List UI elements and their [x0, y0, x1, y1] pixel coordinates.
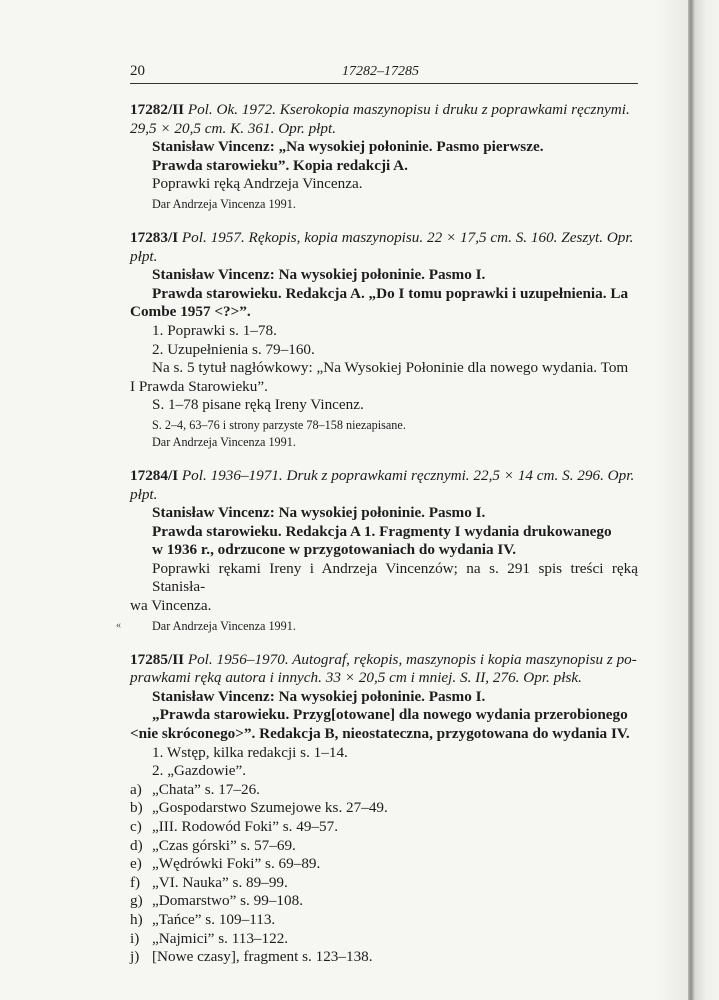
entry-note: Dar Andrzeja Vincenza 1991. — [152, 196, 296, 211]
catalog-entry — [130, 101, 638, 213]
list-letter: i) — [130, 929, 140, 947]
list-item — [130, 855, 638, 874]
list-item — [130, 948, 638, 967]
entry-id: 17282/II — [130, 101, 185, 118]
list-text: „Czas górski” s. 57–69. — [152, 836, 296, 854]
entry-body-line: wa Vincenza. — [130, 597, 212, 615]
gutter-shadow — [655, 0, 688, 1000]
entry-title-line: Stanisław Vincenz: Na wysokiej połoninie. Pasmo I. — [152, 266, 486, 284]
entry-desc-line: płpt. — [130, 485, 158, 503]
list-text: „VI. Nauka” s. 89–99. — [152, 873, 288, 891]
entry-description — [130, 467, 638, 486]
list-text: „III. Rodowód Foki” s. 49–57. — [152, 818, 339, 835]
entry-desc-line: 29,5 × 20,5 cm. K. 361. Opr. płpt. — [130, 119, 337, 137]
contents-list — [130, 781, 638, 967]
catalog-entry — [130, 651, 638, 967]
list-letter: g) — [130, 892, 143, 910]
entry-body-line: 1. Wstęp, kilka redakcji s. 1–14. — [152, 743, 348, 761]
entry-body-line: I Prawda Starowieku”. — [130, 377, 268, 395]
entry-desc-line: Pol. 1957. Rękopis, kopia maszynopisu. 22 × 17,5 cm. S. 160. Zeszyt. Opr. — [181, 228, 634, 246]
list-item — [130, 911, 638, 930]
list-text: „Gospodarstwo Szumejowe ks. 27–49. — [152, 799, 388, 817]
entry-desc-line: Pol. Ok. 1972. Kserokopia maszynopisu i druku z poprawkami ręcznymi. — [187, 101, 630, 118]
list-letter: h) — [130, 910, 143, 928]
list-text: „Wędrówki Foki” s. 69–89. — [152, 855, 321, 873]
list-letter: f) — [130, 873, 141, 891]
entry-desc-line: płpt. — [130, 247, 158, 265]
entry-body-line: Na s. 5 tytuł nagłówkowy: „Na Wysokiej Połoninie dla nowego wydania. Tom — [152, 359, 629, 377]
list-letter: c) — [130, 818, 142, 835]
page-number: 20 — [130, 63, 145, 79]
entry-id: 17285/II — [130, 650, 185, 668]
catalog-entry — [130, 229, 638, 451]
entry-note: Dar Andrzeja Vincenza 1991. — [152, 618, 296, 633]
list-letter: e) — [130, 855, 142, 873]
entry-body-line: 2. Uzupełnienia s. 79–160. — [152, 340, 315, 358]
list-text: [Nowe czasy], fragment s. 123–138. — [152, 948, 373, 966]
list-item — [130, 781, 638, 800]
list-item — [130, 930, 638, 949]
catalog-content — [130, 101, 638, 983]
entry-note: S. 2–4, 63–76 i strony parzyste 78–158 niezapisane. — [152, 417, 406, 432]
entry-id: 17284/I — [130, 466, 179, 484]
list-letter: d) — [130, 836, 143, 854]
page-edge — [688, 0, 719, 1000]
entry-title-line: Stanisław Vincenz: „Na wysokiej połoninie. Pasmo pierwsze. — [152, 138, 544, 156]
stray-mark: « — [116, 620, 121, 631]
entry-body-line: 1. Poprawki s. 1–78. — [152, 321, 277, 339]
list-item — [130, 892, 638, 911]
list-letter: j) — [130, 948, 140, 966]
page-header — [130, 62, 638, 84]
entry-title-line: Prawda starowieku”. Kopia redakcji A. — [152, 156, 408, 174]
entry-body-line: 2. „Gazdowie”. — [152, 762, 247, 780]
entry-title-line: Stanisław Vincenz: Na wysokiej połoninie. Pasmo I. — [152, 687, 486, 705]
entry-body-line: Poprawki rękami Ireny i Andrzeja Vincenzów; na s. 291 spis treści ręką Stanisła- — [152, 559, 638, 596]
list-text: „Domarstwo” s. 99–108. — [152, 892, 304, 910]
entry-description — [130, 229, 638, 248]
entry-description — [130, 101, 638, 120]
entry-description — [130, 651, 638, 670]
list-text: „Tańce” s. 109–113. — [152, 910, 276, 928]
running-head: 17282–17285 — [342, 64, 419, 79]
entry-desc-line: Pol. 1936–1971. Druk z poprawkami ręcznymi. 22,5 × 14 cm. S. 296. Opr. — [181, 466, 635, 484]
list-item — [130, 818, 638, 837]
list-letter: b) — [130, 799, 143, 817]
entry-desc-line: prawkami ręką autora i innych. 33 × 20,5 cm i mniej. S. II, 276. Opr. płsk. — [130, 669, 582, 687]
list-item — [130, 799, 638, 818]
list-text: „Najmici” s. 113–122. — [152, 929, 289, 947]
entry-title-line: w 1936 r., odrzucone w przygotowaniach do wydania IV. — [152, 541, 517, 559]
entry-title-line: Prawda starowieku. Redakcja A. „Do I tomu poprawki i uzupełnienia. La — [152, 284, 629, 302]
entry-note: Dar Andrzeja Vincenza 1991. — [152, 434, 296, 449]
entry-body-line: Poprawki ręką Andrzeja Vincenza. — [152, 175, 363, 193]
entry-title-line: Stanisław Vincenz: Na wysokiej połoninie. Pasmo I. — [152, 504, 486, 522]
entry-id: 17283/I — [130, 228, 179, 246]
entry-body-line: S. 1–78 pisane ręką Ireny Vincenz. — [152, 396, 364, 414]
entry-title-line: Combe 1957 <?>”. — [130, 303, 251, 321]
entry-title-line: <nie skróconego>”. Redakcja B, nieostateczna, przygotowana do wydania IV. — [130, 725, 630, 743]
list-item — [130, 837, 638, 856]
header-rule — [130, 83, 638, 84]
entry-title-line: Prawda starowieku. Redakcja A 1. Fragmenty I wydania drukowanego — [152, 522, 612, 540]
entry-desc-line: Pol. 1956–1970. Autograf, rękopis, maszynopis i kopia maszynopisu z po- — [187, 650, 637, 668]
list-item — [130, 874, 638, 893]
catalog-entry — [130, 467, 638, 635]
list-letter: a) — [130, 780, 142, 798]
entry-title-line: „Prawda starowieku. Przyg[otowane] dla nowego wydania przerobionego — [152, 706, 628, 724]
list-text: „Chata” s. 17–26. — [152, 780, 260, 798]
